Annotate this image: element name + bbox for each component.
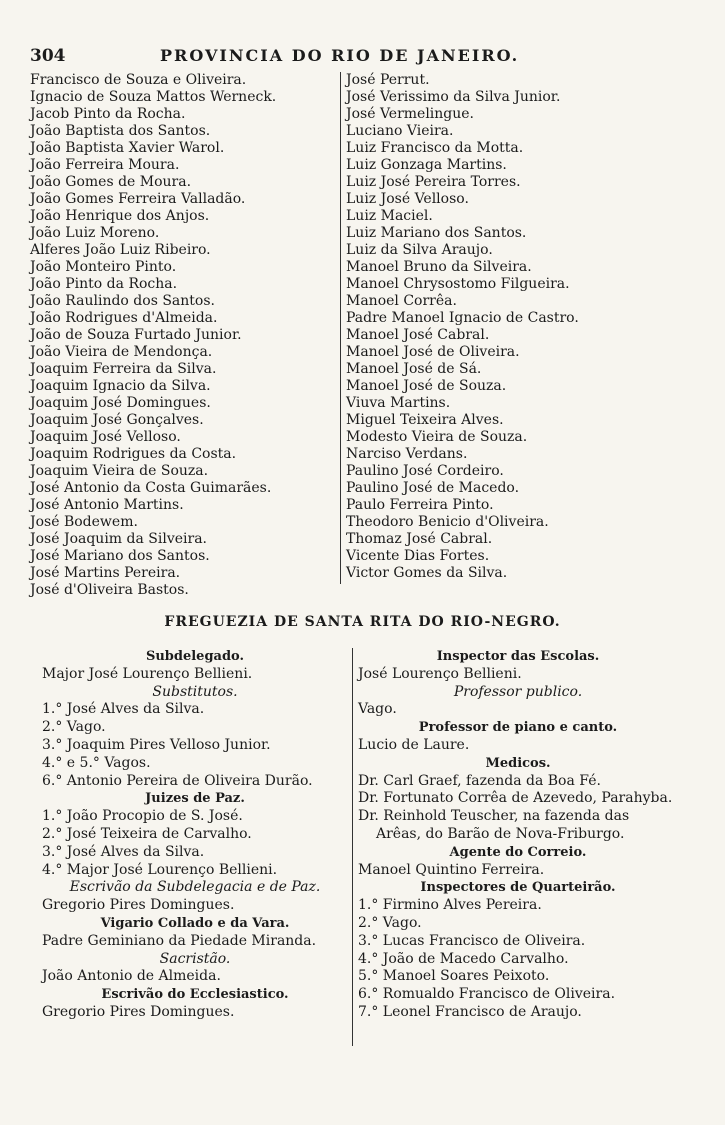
name-entry: Jacob Pinto da Rocha. — [30, 106, 186, 122]
name-entry: Viuva Martins. — [346, 395, 451, 411]
medico-entry: Dr. Carl Graef, fazenda da Boa Fé. — [358, 772, 601, 789]
name-entry: Manoel Bruno da Silveira. — [346, 259, 532, 275]
name-entry: José Joaquim da Silveira. — [30, 531, 207, 547]
name-entry: Miguel Teixeira Alves. — [346, 412, 504, 428]
name-entry: José Vermelingue. — [346, 106, 475, 122]
professor-piano-heading: Professor de piano e canto. — [418, 720, 618, 736]
name-entry: Luiz José Pereira Torres. — [346, 174, 521, 190]
vigario-heading: Vigario Collado e da Vara. — [100, 915, 290, 931]
name-entry: Padre Manoel Ignacio de Castro. — [346, 310, 579, 326]
substituto-entry: 6.° Antonio Pereira de Oliveira Durão. — [42, 772, 313, 789]
name-entry: José Bodewem. — [30, 514, 138, 530]
name-entry: Manoel Chrysostomo Filgueira. — [346, 276, 570, 292]
name-entry: Francisco de Souza e Oliveira. — [30, 72, 247, 88]
name-entry: João Gomes Ferreira Valladão. — [30, 191, 246, 207]
name-entry: João Raulindo dos Santos. — [30, 293, 215, 309]
name-entry: João Henrique dos Anjos. — [30, 208, 210, 224]
officials-right — [358, 648, 678, 1022]
name-entry: João Pinto da Rocha. — [30, 276, 178, 292]
name-entry: José Antonio Martins. — [30, 497, 184, 513]
name-entry: João de Souza Furtado Junior. — [30, 327, 242, 343]
name-entry: Alferes João Luiz Ribeiro. — [30, 242, 211, 258]
name-entry: Joaquim Vieira de Souza. — [30, 463, 209, 479]
name-entry: Joaquim José Velloso. — [30, 429, 181, 445]
agente-correio-heading: Agente do Correio. — [449, 844, 587, 860]
medico-entry: Dr. Reinhold Teuscher, na fazenda das — [358, 808, 630, 825]
quarteirao-entry: 1.° Firmino Alves Pereira. — [358, 897, 542, 914]
name-entry: Theodoro Benicio d'Oliveira. — [346, 514, 549, 530]
inspector-escolas-heading: Inspector das Escolas. — [436, 649, 600, 664]
subdelegado-name: Major José Lourenço Bellieni. — [42, 665, 253, 682]
name-entry: João Ferreira Moura. — [30, 157, 180, 173]
escrivao-ecclesiastico-name: Gregorio Pires Domingues. — [42, 1003, 235, 1020]
name-entry: José Antonio da Costa Guimarães. — [30, 480, 272, 496]
running-head: PROVINCIA DO RIO DE JANEIRO. — [160, 46, 520, 65]
name-entry: Paulino José Cordeiro. — [346, 463, 504, 479]
juiz-entry: 1.° João Procopio de S. José. — [42, 808, 243, 825]
subdelegado-heading: Subdelegado. — [145, 649, 245, 664]
escrivao-subdelegacia-name: Gregorio Pires Domingues. — [42, 897, 235, 914]
name-entry: Paulino José de Macedo. — [346, 480, 520, 496]
escrivao-ecclesiastico-heading: Escrivão do Ecclesiastico. — [101, 987, 289, 1003]
name-entry: Modesto Vieira de Souza. — [346, 429, 528, 445]
name-entry: Luciano Vieira. — [346, 123, 454, 139]
name-entry: Luiz da Silva Araujo. — [346, 242, 493, 258]
agente-correio-name: Manoel Quintino Ferreira. — [358, 861, 545, 878]
sacristao-heading: Sacristão. — [159, 950, 231, 967]
medico-entry: Dr. Fortunato Corrêa de Azevedo, Parahyba. — [358, 790, 673, 807]
officials-left — [42, 648, 348, 1022]
column-rule-bottom — [352, 648, 353, 1046]
inspector-escolas-name: José Lourenço Bellieni. — [358, 665, 522, 682]
name-entry: José Perrut. — [346, 72, 430, 88]
name-entry: Joaquim José Gonçalves. — [30, 412, 204, 428]
name-entry: Manoel Corrêa. — [346, 293, 457, 309]
name-entry: Luiz Mariano dos Santos. — [346, 225, 527, 241]
name-entry: Luiz Gonzaga Martins. — [346, 157, 507, 173]
quarteirao-entry: 4.° João de Macedo Carvalho. — [358, 950, 569, 967]
medico-entry-continued: Arêas, do Barão de Nova-Friburgo. — [376, 825, 625, 842]
medicos-heading: Medicos. — [485, 755, 551, 771]
substituto-entry: 1.° José Alves da Silva. — [42, 701, 205, 718]
name-entry: Luiz Maciel. — [346, 208, 433, 224]
name-entry: João Rodrigues d'Almeida. — [30, 310, 218, 326]
name-entry: Vicente Dias Fortes. — [346, 548, 490, 564]
name-entry: José Mariano dos Santos. — [30, 548, 210, 564]
quarteirao-entry: 5.° Manoel Soares Peixoto. — [358, 968, 550, 985]
substituto-entry: 3.° Joaquim Pires Velloso Junior. — [42, 736, 271, 753]
vigario-name: Padre Geminiano da Piedade Miranda. — [42, 932, 317, 949]
name-entry: José d'Oliveira Bastos. — [30, 582, 189, 598]
name-entry: João Luiz Moreno. — [30, 225, 160, 241]
juiz-entry: 2.° José Teixeira de Carvalho. — [42, 825, 252, 842]
escrivao-subdelegacia-heading: Escrivão da Subdelegacia e de Paz. — [69, 879, 321, 896]
name-entry: Manoel José de Sá. — [346, 361, 482, 377]
name-entry: José Verissimo da Silva Junior. — [346, 89, 561, 105]
name-entry: Narciso Verdans. — [346, 446, 468, 462]
name-entry: Joaquim Rodrigues da Costa. — [30, 446, 237, 462]
juiz-entry: 3.° José Alves da Silva. — [42, 843, 205, 860]
sacristao-name: João Antonio de Almeida. — [42, 968, 221, 985]
name-entry: Manoel José de Oliveira. — [346, 344, 520, 360]
name-entry: Luiz Francisco da Motta. — [346, 140, 524, 156]
name-entry: José Martins Pereira. — [30, 565, 181, 581]
quarteirao-heading: Inspectores de Quarteirão. — [420, 880, 616, 896]
name-entry: Manoel José Cabral. — [346, 327, 490, 343]
juizes-heading: Juizes de Paz. — [145, 791, 245, 807]
quarteirao-entry: 3.° Lucas Francisco de Oliveira. — [358, 932, 586, 949]
substituto-entry: 4.° e 5.° Vagos. — [42, 754, 151, 771]
name-entry: Ignacio de Souza Mattos Werneck. — [30, 89, 277, 105]
name-list-left — [30, 72, 348, 599]
name-entry: Joaquim Ignacio da Silva. — [30, 378, 211, 394]
name-entry: Joaquim Ferreira da Silva. — [30, 361, 217, 377]
name-entry: Thomaz José Cabral. — [346, 531, 493, 547]
name-entry: João Baptista dos Santos. — [30, 123, 211, 139]
name-entry: João Vieira de Mendonça. — [30, 344, 213, 360]
name-entry: Manoel José de Souza. — [346, 378, 507, 394]
professor-publico-name: Vago. — [358, 701, 397, 718]
substitutos-heading: Substitutos. — [152, 683, 238, 700]
professor-piano-name: Lucio de Laure. — [358, 736, 470, 753]
quarteirao-entry: 6.° Romualdo Francisco de Oliveira. — [358, 986, 616, 1003]
juiz-entry: 4.° Major José Lourenço Bellieni. — [42, 861, 278, 878]
quarteirao-entry: 2.° Vago. — [358, 914, 422, 931]
quarteirao-entry: 7.° Leonel Francisco de Araujo. — [358, 1003, 582, 1020]
name-entry: Luiz José Velloso. — [346, 191, 469, 207]
name-entry: Joaquim José Domingues. — [30, 395, 211, 411]
name-entry: João Gomes de Moura. — [30, 174, 192, 190]
name-entry: Paulo Ferreira Pinto. — [346, 497, 494, 513]
substituto-entry: 2.° Vago. — [42, 719, 106, 736]
name-entry: Victor Gomes da Silva. — [346, 565, 508, 581]
name-entry: João Baptista Xavier Warol. — [30, 140, 225, 156]
professor-publico-heading: Professor publico. — [453, 683, 583, 700]
section-title: FREGUEZIA DE SANTA RITA DO RIO-NEGRO. — [164, 614, 561, 630]
name-list-right — [346, 72, 706, 582]
page-number: 304 — [30, 46, 66, 66]
name-entry: João Monteiro Pinto. — [30, 259, 177, 275]
